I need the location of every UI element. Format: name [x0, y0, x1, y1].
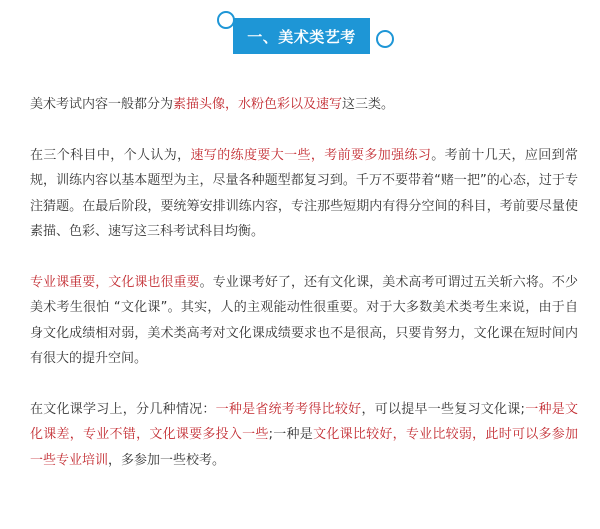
highlight-run: 专业课重要，文化课也很重要: [30, 274, 200, 290]
section-header: [0, 0, 600, 70]
highlight-run: 速写的练度要大一些，考前要多加强练习: [190, 147, 432, 163]
text-run: 美术考试内容一般都分为: [30, 97, 174, 112]
highlight-run: 素描头像，水粉色彩以及速写: [173, 97, 343, 112]
text-run: 。专业课考好了，还有文化课，美术高考可谓过五关斩六将。不少美术考生很怕 “文化课”。其实，人的主观能动性很重要。对于大多数美术类考生来说，由于自身文化成绩相对弱，美术类高考对文化课成绩要求也不是很高，只要肯努力，文化课在短时间内有很大的提升空间。: [30, 274, 578, 366]
text-run: 。考前十几天，应回到常规，训练内容以基本题型为主，尽量各种题型都复习到。千万不要带着“赌一把”的心态，过于专注猜题。在最后阶段，要统筹安排训练内容，专注那些短期内有得分空间的科目，考前要尽量使素描、色彩、速写这三科考试科目均衡。: [30, 147, 578, 239]
highlight-run: 文化课比较好，专业比较弱，此时可以多参加一些专业培训: [30, 427, 578, 468]
text-run: 在三个科目中，个人认为，: [30, 147, 191, 163]
circle-ornament-right-icon: [376, 30, 394, 48]
text-run: ;一种是: [268, 427, 314, 442]
text-run: ，可以提早一些复习文化课;: [361, 401, 525, 417]
text-run: ，多参加一些校考。: [108, 452, 226, 468]
paragraph-study-situations: [30, 397, 578, 474]
section-title: 一、美术类艺考: [233, 18, 370, 54]
paragraph-culture-courses: [30, 270, 578, 372]
highlight-run: 一种是省统考考得比较好: [215, 401, 362, 417]
paragraph-three-subjects: [30, 143, 578, 245]
article-body: [30, 92, 578, 498]
text-run: 这三类。: [342, 97, 395, 112]
paragraph-exam-content: [30, 92, 578, 118]
text-run: 在文化课学习上，分几种情况：: [30, 401, 216, 417]
highlight-run: 一种是文化课差，专业不错，文化课要多投入一些: [30, 401, 578, 442]
